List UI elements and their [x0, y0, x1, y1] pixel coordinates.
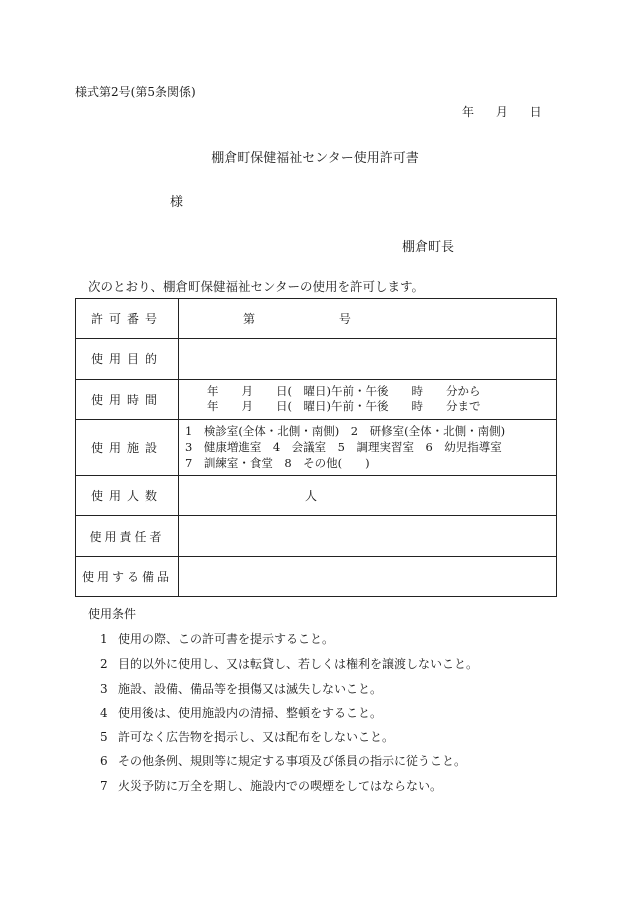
- condition-text: 火災予防に万全を期し、施設内での喫煙をしてはならない。: [118, 779, 443, 793]
- label-equipment: 使用する備品: [76, 556, 179, 596]
- condition-text: 使用の際、この許可書を提示すること。: [118, 632, 335, 646]
- condition-item: [100, 630, 334, 647]
- condition-item: [100, 680, 382, 697]
- row-time: [76, 379, 557, 419]
- label-purpose: 使用目的: [76, 339, 179, 379]
- permit-number-text: 第 号: [243, 312, 351, 327]
- row-people: [76, 476, 557, 516]
- condition-item: [100, 704, 382, 721]
- value-responsible: [179, 516, 557, 556]
- row-purpose: [76, 339, 557, 379]
- condition-number: 3: [100, 682, 108, 696]
- row-facilities: [76, 419, 557, 475]
- form-number: 様式第2号(第5条関係): [75, 85, 196, 99]
- value-equipment: [179, 556, 557, 596]
- condition-item: [100, 728, 394, 745]
- condition-number: 7: [100, 779, 108, 793]
- issuer: 棚倉町長: [402, 240, 455, 255]
- value-permit-number: [179, 299, 557, 339]
- condition-number: 2: [100, 657, 108, 671]
- value-purpose: [179, 339, 557, 379]
- condition-text: 施設、設備、備品等を損傷又は滅失しないこと。: [118, 682, 383, 696]
- condition-item: [100, 655, 478, 672]
- condition-text: 目的以外に使用し、又は転貸し、若しくは権利を譲渡しないこと。: [118, 657, 479, 671]
- row-permit-number: [76, 299, 557, 339]
- condition-number: 5: [100, 730, 108, 744]
- date-line: 年 月 日: [462, 105, 542, 119]
- time-from: 年 月 日( 曜日)午前・午後 時 分から: [207, 384, 481, 399]
- time-to: 年 月 日( 曜日)午前・午後 時 分まで: [207, 399, 481, 414]
- permit-table: [75, 298, 557, 597]
- label-facilities: 使用施設: [76, 419, 179, 475]
- label-people: 使用人数: [76, 476, 179, 516]
- label-permit-number: 許可番号: [76, 299, 179, 339]
- value-people: [179, 476, 557, 516]
- conditions-heading: 使用条件: [88, 607, 137, 621]
- facilities-line-2: 3 健康増進室 4 会議室 5 調理実習室 6 幼児指導室: [185, 440, 502, 455]
- condition-number: 4: [100, 706, 108, 720]
- row-equipment: [76, 556, 557, 596]
- addressee-suffix: 様: [170, 195, 184, 210]
- condition-item: [100, 752, 466, 769]
- document-title: 棚倉町保健福祉センター使用許可書: [211, 151, 419, 166]
- label-responsible: 使用責任者: [76, 516, 179, 556]
- condition-number: 6: [100, 754, 108, 768]
- condition-item: [100, 777, 442, 794]
- condition-text: その他条例、規則等に規定する事項及び係員の指示に従うこと。: [118, 754, 467, 768]
- value-time: [179, 379, 557, 419]
- row-responsible: [76, 516, 557, 556]
- label-time: 使用時間: [76, 379, 179, 419]
- people-unit: 人: [305, 489, 318, 504]
- condition-number: 1: [100, 632, 108, 646]
- value-facilities: [179, 419, 557, 475]
- condition-text: 許可なく広告物を掲示し、又は配布をしないこと。: [118, 730, 395, 744]
- facilities-line-3: 7 訓練室・食堂 8 その他( ): [185, 456, 370, 471]
- facilities-line-1: 1 検診室(全体・北側・南側) 2 研修室(全体・北側・南側): [185, 424, 506, 439]
- intro-text: 次のとおり、棚倉町保健福祉センターの使用を許可します。: [88, 279, 425, 294]
- condition-text: 使用後は、使用施設内の清掃、整頓をすること。: [118, 706, 383, 720]
